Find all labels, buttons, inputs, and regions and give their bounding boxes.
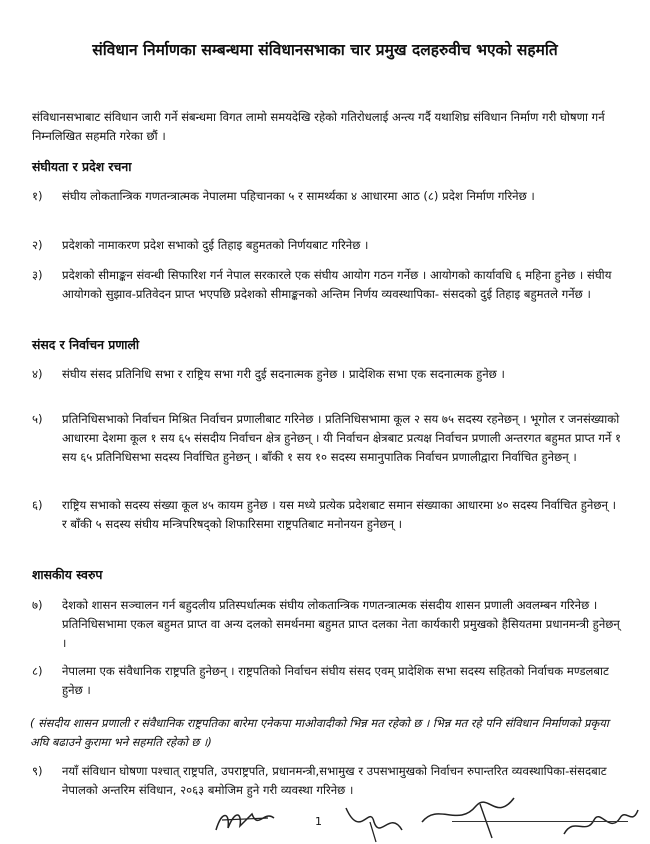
item-text: प्रदेशको नामाकरण प्रदेश सभाको दुई तिहाइ बहुमतको निर्णयबाट गरिनेछ । xyxy=(62,238,369,252)
document-title: संविधान निर्माणका सम्बन्धमा संविधानसभाका चार प्रमुख दलहरुवीच भएको सहमति xyxy=(92,41,558,59)
list-item xyxy=(32,236,622,255)
item-number: ३) xyxy=(32,268,43,282)
signature-1 xyxy=(212,800,282,840)
list-item xyxy=(32,662,622,700)
intro-paragraph: संविधानसभाबाट संविधान जारी गर्ने संबन्धमा विगत लामो समयदेखि रहेको गतिरोधलाई अन्त्य गर्दै यथाशिघ्र संविधान निर्माण गरी घोषणा गर्न निम्नलिखित सहमति गरेका छौं । xyxy=(32,110,605,143)
item-number: २) xyxy=(32,238,43,252)
signature-2 xyxy=(340,800,410,844)
signature-line xyxy=(452,821,628,822)
list-item xyxy=(32,266,622,304)
item-text: राष्ट्रिय सभाको सदस्य संख्या कूल ४५ कायम हुनेछ । यस मध्ये प्रत्येक प्रदेशबाट समान संख्याका आधारमा ४० सदस्य निर्वाचित हुनेछन् । र बाँकी ५ सदस्य संघीय मन्त्रिपरिषद्को शिफारिसमा राष्ट्रपतिबाट मनोनयन हुनेछन् । xyxy=(62,498,617,531)
item-text: नयाँ संविधान घोषणा पश्चात् राष्ट्रपति, उपराष्ट्रपति, प्रधानमन्त्री,सभामुख र उपसभामुखको निर्वाचन रुपान्तरित व्यवस्थापिका-संसदबाट नेपालको अन्तरिम संविधान, २०६३ बमोजिम हुने गरी व्यवस्था गरिनेछ । xyxy=(62,764,607,797)
signature-3 xyxy=(418,792,528,840)
section-heading-federalism: संघीयता र प्रदेश रचना xyxy=(32,159,132,174)
list-item xyxy=(32,365,622,384)
section-heading-parliament: संसद र निर्वाचन प्रणाली xyxy=(32,337,140,352)
dissent-note: ( संसदीय शासन प्रणाली र संवैधानिक राष्ट्रपतिका बारेमा एनेकपा माओवादीको भिन्न मत रहेको छ । भिन्न मत रहे पनि संविधान निर्माणको प्रकृया अघि बढाउने कुरामा भने सहमति रहेको छ ।) xyxy=(30,716,609,749)
item-number: ९) xyxy=(32,764,43,778)
item-number: ४) xyxy=(32,367,43,381)
item-number: ६) xyxy=(32,498,43,512)
page-number: 1 xyxy=(315,815,322,828)
item-text: प्रतिनिधिसभाको निर्वाचन मिश्रित निर्वाचन प्रणालीबाट गरिनेछ । प्रतिनिधिसभामा कूल २ सय ७५ सदस्य रहनेछन् । भूगोल र जनसंख्याको आधारमा देशमा कूल १ सय ६५ संसदीय निर्वाचन क्षेत्र हुनेछन् । यी निर्वाचन क्षेत्रबाट प्रत्यक्ष निर्वाचन प्रणाली अन्तरगत बहुमत प्राप्त गर्ने १ सय ६५ प्रतिनिधिसभा सदस्य निर्वाचित हुनेछन् । बाँकी १ सय १० सदस्य समानुपातिक निर्वाचन प्रणालीद्वारा निर्वाचित हुनेछन् । xyxy=(62,412,622,464)
section-heading-governance: शासकीय स्वरुप xyxy=(32,567,103,582)
item-text: नेपालमा एक संवैधानिक राष्ट्रपति हुनेछन् । राष्ट्रपतिको निर्वाचन संघीय संसद एवम् प्रादेशिक सभा सदस्य सहितको निर्वाचक मण्डलबाट हुनेछ । xyxy=(62,664,609,697)
item-number: ७) xyxy=(32,598,43,612)
item-number: १) xyxy=(32,189,43,203)
item-text: संघीय लोकतान्त्रिक गणतन्त्रात्मक नेपालमा पहिचानका ५ र सामर्थ्यका ४ आधारमा आठ (८) प्रदेश निर्माण गरिनेछ । xyxy=(62,189,535,203)
list-item xyxy=(32,410,622,467)
signature-4 xyxy=(560,800,640,840)
item-number: ५) xyxy=(32,412,43,426)
list-item xyxy=(32,187,622,206)
list-item xyxy=(32,762,622,800)
item-number: ८) xyxy=(32,664,43,678)
list-item xyxy=(32,496,622,534)
item-text: देशको शासन सञ्चालन गर्न बहुदलीय प्रतिस्पर्धात्मक संघीय लोकतान्त्रिक गणतन्त्रात्मक संसदीय शासन प्रणाली अवलम्बन गरिनेछ । प्रतिनिधिसभामा एकल बहुमत प्राप्त वा अन्य दलको समर्थनमा बहुमत प्राप्त दलका नेता कार्यकारी प्रमुखको हैसियतमा प्रधानमन्त्री हुनेछन् । xyxy=(62,598,620,650)
item-text: संघीय संसद प्रतिनिधि सभा र राष्ट्रिय सभा गरी दुई सदनात्मक हुनेछ । प्रादेशिक सभा एक सदनात्मक हुनेछ । xyxy=(62,367,505,381)
list-item xyxy=(32,596,622,653)
item-text: प्रदेशको सीमाङ्कन संवन्धी सिफारिश गर्न नेपाल सरकारले एक संघीय आयोग गठन गर्नेछ । आयोगको कार्यावधि ६ महिना हुनेछ । संघीय आयोगको सुझाव-प्रतिवेदन प्राप्त भएपछि प्रदेशको सीमाङ्कनको अन्तिम निर्णय व्यवस्थापिका- संसदको दुई तिहाइ बहुमतले गर्नेछ । xyxy=(62,268,612,301)
